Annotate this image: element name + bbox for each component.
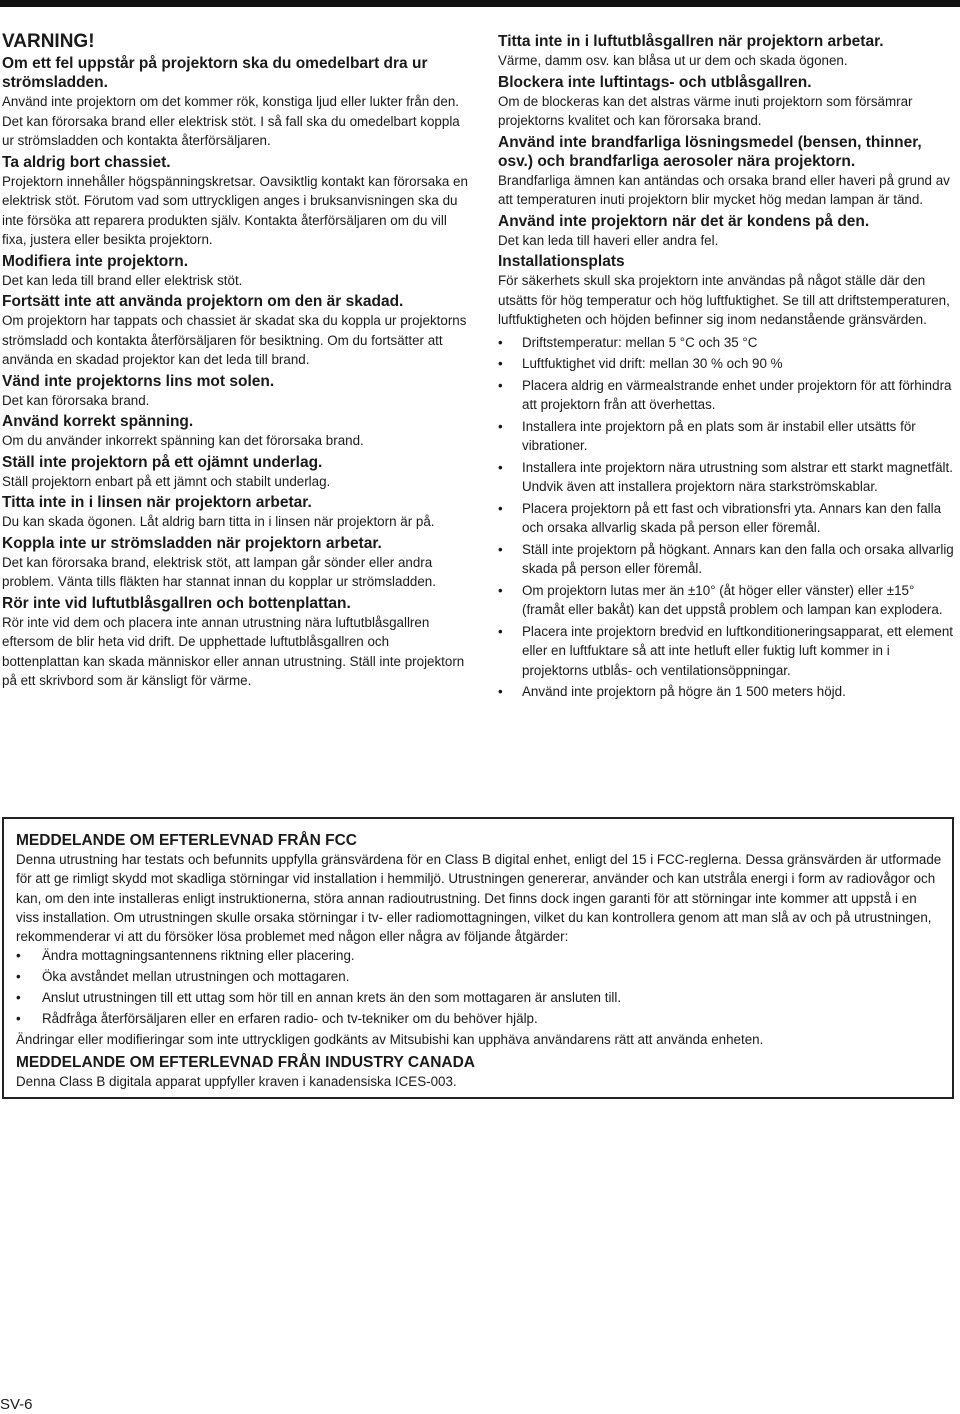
bullet-icon: • xyxy=(498,418,503,434)
fcc-list xyxy=(16,946,942,1028)
section-body: Om du använder inkorrekt spänning kan det förorsaka brand. xyxy=(2,433,364,448)
section-heading: Koppla inte ur strömsladden när projektorn arbetar. xyxy=(2,534,382,552)
section xyxy=(498,73,958,131)
fcc-heading: MEDDELANDE OM EFTERLEVNAD FRÅN FCC xyxy=(16,832,357,849)
section-body: Om projektorn har tappats och chassiet är skadat ska du koppla ur projektorns strömsladd och kontakta återförsäljaren för besiktning. Om du fortsätter att använda en skadad projektor kan det leda till brand. xyxy=(2,313,467,367)
section-body: Det kan förorsaka brand. xyxy=(2,392,150,408)
list-item xyxy=(498,499,958,538)
section-heading: Använd inte brandfarliga lösningsmedel (bensen, thinner, osv.) och brandfarliga aerosoler nära projektorn. xyxy=(498,133,922,170)
section xyxy=(2,54,468,151)
bullet-icon: • xyxy=(498,356,503,371)
install-list xyxy=(498,333,958,702)
list-item xyxy=(498,417,958,456)
list-item xyxy=(498,581,958,620)
list-item-text: Installera inte projektorn nära utrustning som alstrar ett starkt magnetfält. Undvik även att installera projektorn nära starkströmskablar. xyxy=(522,459,953,494)
right-sections xyxy=(498,32,958,250)
section-body: Rör inte vid dem och placera inte annan utrustning nära luftutblåsgallren eftersom de blir heta vid drift. De upphettade luftutblåsgallren och bottenplattan kan skada människor eller annan utrustning. Ställ inte projektorn på ett skrivbord som är känsligt för värme. xyxy=(2,614,465,688)
section-heading: Blockera inte luftintags- och utblåsgallren. xyxy=(498,73,812,91)
list-item-text: Placera projektorn på ett fast och vibrationsfri yta. Annars kan den falla och orsaka allvarlig skada på person eller föremål. xyxy=(522,500,942,535)
section-body: Du kan skada ögonen. Låt aldrig barn titta in i linsen när projektorn är på. xyxy=(2,514,435,529)
section xyxy=(2,412,468,451)
section-body: Det kan leda till brand eller elektrisk stöt. xyxy=(2,272,243,288)
section xyxy=(2,372,468,411)
bullet-icon: • xyxy=(16,948,21,964)
bullet-icon: • xyxy=(498,582,503,598)
list-item xyxy=(498,540,958,579)
list-item xyxy=(16,946,942,965)
list-item xyxy=(498,354,958,374)
list-item-text: Placera aldrig en värmealstrande enhet under projektorn för att förhindra att projektorn från att överhettas. xyxy=(522,377,952,412)
list-item xyxy=(498,682,958,702)
section xyxy=(498,212,958,251)
warning-title: VARNING! xyxy=(2,31,95,52)
section xyxy=(2,252,468,291)
list-item-text: Rådfråga återförsäljaren eller en erfaren radio- och tv-tekniker om du behöver hjälp. xyxy=(42,1011,538,1027)
section-heading: Titta inte in i linsen när projektorn arbetar. xyxy=(2,494,312,511)
section xyxy=(2,594,468,691)
bullet-icon: • xyxy=(16,1011,21,1027)
section xyxy=(2,493,468,532)
canada-text: Denna Class B digitala apparat uppfyller kraven i kanadensiska ICES-003. xyxy=(16,1074,457,1090)
section-body: Använd inte projektorn om det kommer rök, konstiga ljud eller lukter från den. Det kan förorsaka brand eller elektrisk stöt. I så fall ska du omedelbart koppla ur strömsladden och kontakta återförsäljaren. xyxy=(2,94,460,148)
section-heading: Ställ inte projektorn på ett ojämnt underlag. xyxy=(2,453,323,471)
page-number: SV-6 xyxy=(0,1396,33,1413)
right-column xyxy=(498,32,958,704)
bullet-icon: • xyxy=(498,684,503,699)
list-item-text: Använd inte projektorn på högre än 1 500 meters höjd. xyxy=(522,684,846,699)
bullet-icon: • xyxy=(16,990,21,1006)
list-item-text: Placera inte projektorn bredvid en luftkonditioneringsapparat, ett element eller en luftfuktare så att inte hetluft eller fuktig luft kommer in i projektorns utblås- och ventilationsöppningar. xyxy=(522,623,953,678)
section-body: Det kan förorsaka brand, elektrisk stöt, att lampan går sönder eller andra problem. Vänta tills fläkten har stannat innan du kopplar ur strömsladden. xyxy=(2,554,436,589)
list-item-text: Ställ inte projektorn på högkant. Annars kan den falla och orsaka allvarlig skada på person eller föremål. xyxy=(522,541,954,576)
install-heading: Installationsplats xyxy=(498,253,625,270)
section-body: Brandfarliga ämnen kan antändas och orsaka brand eller haveri på grund av att temperaturen inuti projektorn blir mycket hög medan lampan är tänd. xyxy=(498,172,950,207)
section xyxy=(2,453,468,492)
bullet-icon: • xyxy=(498,459,503,475)
bullet-icon: • xyxy=(498,623,503,639)
bullet-icon: • xyxy=(16,969,21,985)
fcc-intro: Denna utrustning har testats och befunnits uppfylla gränsvärdena för en Class B digital enhet, enligt del 15 i FCC-reglerna. Dessa gränsvärden är utformade för att ge rimligt skydd mot skadliga störningar vid installation i hemmiljö. Utrustningen genererar, använder och kan utstråla energi i form av radiovågor och kan, om den inte installeras enligt instruktionerna, störa annan radioutrustning. Det finns dock ingen garanti för att störningar inte kommer att uppstå i en viss installation. Om utrustningen skulle orsaka störningar i tv- eller radiomottagningen, vilket du kan kontrollera genom att man slå av och på utrustningen, rekommenderar vi att du försöker lösa problemet med någon eller några av följande åtgärder: xyxy=(16,852,942,945)
top-rule xyxy=(0,0,960,7)
section xyxy=(2,292,468,370)
list-item-text: Driftstemperatur: mellan 5 °C och 35 °C xyxy=(522,334,758,350)
list-item xyxy=(16,988,942,1007)
left-sections xyxy=(2,54,468,691)
bullet-icon: • xyxy=(498,541,503,557)
list-item-text: Anslut utrustningen till ett uttag som hör till en annan krets än den som mottagaren är ansluten till. xyxy=(42,990,622,1006)
section-heading: Vänd inte projektorns lins mot solen. xyxy=(2,372,275,390)
fcc-closing: Ändringar eller modifieringar som inte uttryckligen godkänts av Mitsubishi kan upphäva användarens rätt att använda enheten. xyxy=(16,1032,764,1048)
bullet-icon: • xyxy=(498,334,503,350)
section-heading: Modifiera inte projektorn. xyxy=(2,252,189,270)
section xyxy=(2,534,468,592)
list-item xyxy=(16,967,942,986)
section-heading: Titta inte in i luftutblåsgallren när projektorn arbetar. xyxy=(498,33,884,50)
section xyxy=(498,133,958,210)
list-item-text: Öka avståndet mellan utrustningen och mottagaren. xyxy=(42,969,350,985)
compliance-box xyxy=(2,817,954,1099)
section-body: Värme, damm osv. kan blåsa ut ur dem och skada ögonen. xyxy=(498,53,848,68)
list-item xyxy=(498,622,958,681)
list-item-text: Luftfuktighet vid drift: mellan 30 % och 90 % xyxy=(522,356,783,371)
section-heading: Rör inte vid luftutblåsgallren och bottenplattan. xyxy=(2,594,351,612)
list-item-text: Ändra mottagningsantennens riktning eller placering. xyxy=(42,948,355,964)
section-body: Om de blockeras kan det alstras värme inuti projektorn som försämrar projektorns kvalitet och kan förorsaka brand. xyxy=(498,93,913,128)
section-heading: Ta aldrig bort chassiet. xyxy=(2,153,171,171)
section-heading: Använd korrekt spänning. xyxy=(2,413,194,430)
section-heading: Använd inte projektorn när det är kondens på den. xyxy=(498,212,870,230)
list-item-text: Installera inte projektorn på en plats som är instabil eller utsätts för vibrationer. xyxy=(522,418,916,453)
section-heading: Fortsätt inte att använda projektorn om den är skadad. xyxy=(2,293,404,310)
section-heading: Om ett fel uppstår på projektorn ska du omedelbart dra ur strömsladden. xyxy=(2,55,428,91)
section-body: Det kan leda till haveri eller andra fel. xyxy=(498,232,719,248)
list-item xyxy=(498,333,958,353)
list-item xyxy=(498,458,958,497)
list-item xyxy=(16,1009,942,1028)
section-body: Projektorn innehåller högspänningskretsar. Oavsiktlig kontakt kan förorsaka en elektrisk stöt. Förutom vad som uttryckligen anges i bruksanvisningen ska du inte försöka att reparera produkten själv. Kontakta återförsäljaren om du vill fixa, justera eller besikta projektorn. xyxy=(2,173,468,247)
section xyxy=(2,153,468,250)
left-column xyxy=(2,32,468,693)
bullet-icon: • xyxy=(498,377,503,393)
list-item-text: Om projektorn lutas mer än ±10° (åt höger eller vänster) eller ±15° (framåt eller bakåt) kan det uppstå problem och lampan kan explodera. xyxy=(522,582,943,617)
install-intro: För säkerhets skull ska projektorn inte användas på något ställe där den utsätts för hög temperatur och hög luftfuktighet. Se till att driftstemperaturen, luftfuktigheten och höjden befinner sig inom nedanstående gränsvärden. xyxy=(498,273,950,327)
bullet-icon: • xyxy=(498,500,503,516)
canada-heading: MEDDELANDE OM EFTERLEVNAD FRÅN INDUSTRY CANADA xyxy=(16,1054,475,1072)
section xyxy=(498,32,958,71)
section-body: Ställ projektorn enbart på ett jämnt och stabilt underlag. xyxy=(2,473,331,489)
list-item xyxy=(498,376,958,415)
